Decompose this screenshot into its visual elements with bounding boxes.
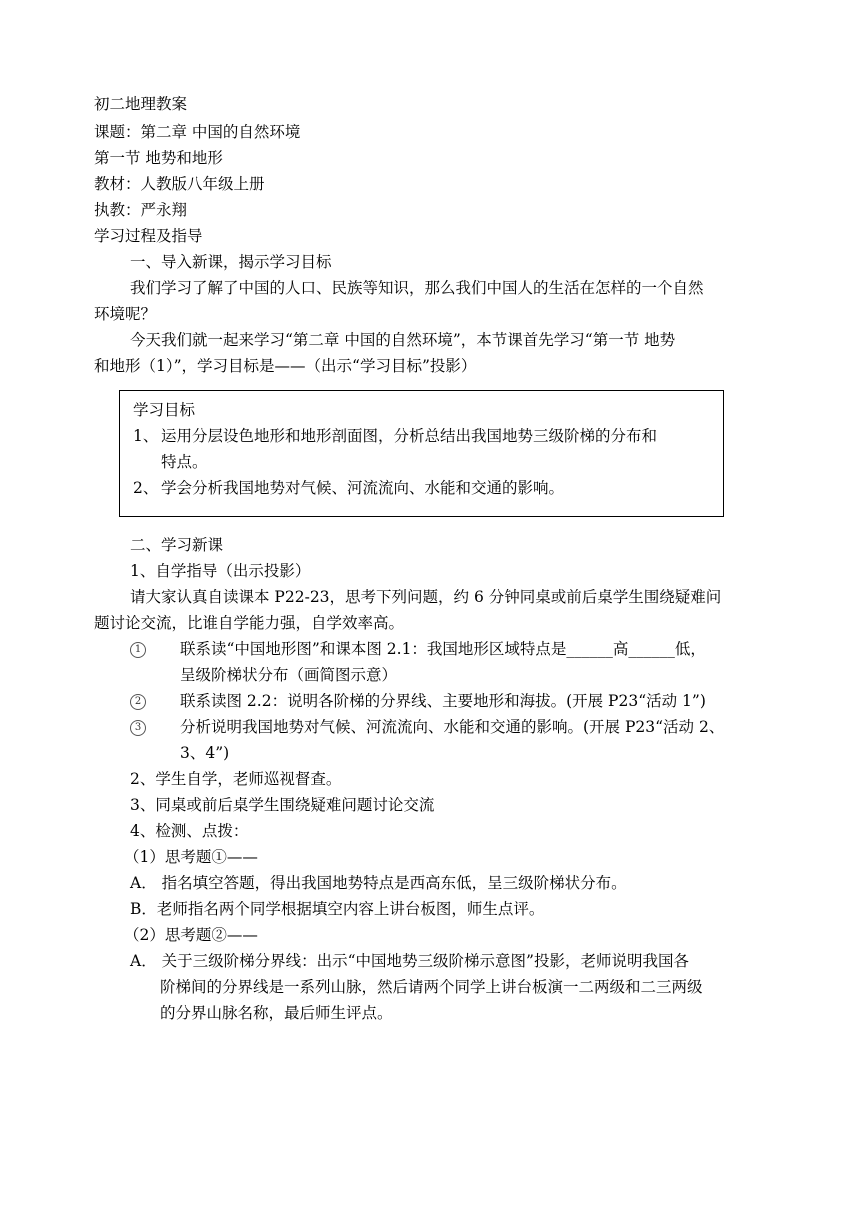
step3-text: 3、同桌或前后桌学生围绕疑难问题讨论交流 <box>130 796 435 814</box>
part1-heading: 一、导入新课，揭示学习目标 <box>130 253 332 271</box>
part1-para1-line1: 我们学习了解了中国的人口、民族等知识，那么我们中国人的生活在怎样的一个自然 <box>130 279 704 297</box>
task-2-line1: 联系读图 2.2：说明各阶梯的分界线、主要地形和海拔。(开展 P23“活动 1”) <box>180 692 706 710</box>
question-1-heading: （1）思考题①—— <box>124 848 258 866</box>
question-1-answer-a: A． 指名填空答题，得出我国地势特点是西高东低，呈三级阶梯状分布。 <box>130 874 627 892</box>
goals-title: 学习目标 <box>133 401 196 419</box>
goal-1-number: 1、 <box>133 427 159 445</box>
step1-para-line1: 请大家认真自读课本 P22-23，思考下列问题，约 6 分钟同桌或前后桌学生围绕疑难问 <box>130 588 722 606</box>
step2-text: 2、学生自学，老师巡视督查。 <box>130 770 342 788</box>
question-2-answer-a-line2: 阶梯间的分界线是一系列山脉，然后请两个同学上讲台板演一二两级和二三两级 <box>160 978 703 996</box>
process-heading: 学习过程及指导 <box>94 227 203 245</box>
task-3-marker: 3 <box>130 720 146 736</box>
task-1-marker: 1 <box>130 642 146 658</box>
doc-title: 初二地理教案 <box>94 95 188 113</box>
task-1-line2: 呈级阶梯状分布（画简图示意） <box>180 666 398 684</box>
goal-1-line2: 特点。 <box>161 453 208 471</box>
step1-para-line2: 题讨论交流，比谁自学能力强，自学效率高。 <box>94 614 405 632</box>
part1-para1-line2: 环境呢？ <box>94 305 157 323</box>
question-1-answer-b: B．老师指名两个同学根据填空内容上讲台板图，师生点评。 <box>130 900 545 918</box>
lesson-topic: 课题：第二章 中国的自然环境 <box>94 123 301 141</box>
task-2-marker: 2 <box>130 694 146 710</box>
section-title: 第一节 地势和地形 <box>94 149 223 167</box>
question-2-answer-a-line1: A． 关于三级阶梯分界线：出示“中国地势三级阶梯示意图”投影，老师说明我国各 <box>130 952 689 970</box>
question-2-heading: （2）思考题②—— <box>124 926 258 944</box>
part1-para2-line2: 和地形（1）”，学习目标是——（出示“学习目标”投影） <box>94 357 477 375</box>
goal-1-line1: 运用分层设色地形和地形剖面图，分析总结出我国地势三级阶梯的分布和 <box>161 427 658 445</box>
step4-heading: 4、检测、点拨： <box>130 822 249 840</box>
task-1-line1: 联系读“中国地形图”和课本图 2.1：我国地形区域特点是______高______低， <box>180 640 706 658</box>
goal-2-number: 2、 <box>133 479 159 497</box>
textbook-info: 教材：人教版八年级上册 <box>94 175 265 193</box>
teacher-info: 执教：严永翔 <box>94 201 188 219</box>
question-2-answer-a-line3: 的分界山脉名称，最后师生评点。 <box>160 1004 393 1022</box>
task-3-line2: 3、4”) <box>180 744 230 762</box>
step1-heading: 1、自学指导（出示投影） <box>130 562 311 580</box>
part2-heading: 二、学习新课 <box>130 536 224 554</box>
task-3-line1: 分析说明我国地势对气候、河流流向、水能和交通的影响。(开展 P23“活动 2、 <box>180 718 725 736</box>
goal-2-line1: 学会分析我国地势对气候、河流流向、水能和交通的影响。 <box>161 479 565 497</box>
part1-para2-line1: 今天我们就一起来学习“第二章 中国的自然环境”，本节课首先学习“第一节 地势 <box>130 331 676 349</box>
